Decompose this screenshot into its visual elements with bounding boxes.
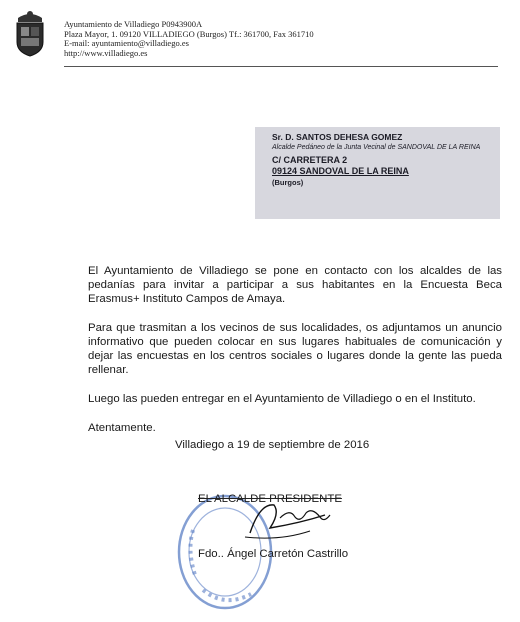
letterhead-line: E-mail: ayuntamiento@villadiego.es (64, 38, 189, 49)
signatory-name: Fdo.. Ángel Carretón Castrillo (198, 548, 349, 560)
recipient-address (272, 132, 494, 189)
recipient-province: (Burgos) (272, 178, 304, 187)
paragraph-delivery: Luego las pueden entregar en el Ayuntamiento de Villadiego o en el Instituto. (88, 393, 476, 405)
paragraph-invitation: El Ayuntamiento de Villadiego se pone en contacto con los alcaldes de las pedanías para invitar a participar a sus habitantes en la Encuesta Beca Erasmus+ Instituto Campos de Amaya. (88, 265, 502, 305)
letter-body (88, 264, 502, 450)
paragraph-instructions: Para que trasmitan a los vecinos de sus localidades, os adjuntamos un anuncio informativo que pueden colocar en sus lugares habituales de comunicación y dejar las encuestas en los centros sociales o lugares donde la gente las pueda rellenar. (88, 322, 502, 376)
closing: Atentamente. (88, 422, 156, 434)
letterhead-line: http://www.villadiego.es (64, 47, 148, 58)
recipient-street: C/ CARRETERA 2 (272, 155, 348, 165)
signatory-title: EL ALCALDE PRESIDENTE (198, 493, 342, 505)
letterhead (64, 20, 314, 58)
header-divider (64, 66, 498, 67)
recipient-role: Alcalde Pedáneo de la Junta Vecinal de SANDOVAL DE LA REINA (272, 144, 481, 151)
letterhead-line: Plaza Mayor, 1. 09120 VILLADIEGO (Burgos) Tf.: 361700, Fax 361710 (64, 28, 314, 39)
letterhead-line: Ayuntamiento de Villadiego P0943900A (64, 19, 203, 29)
recipient-name: Sr. D. SANTOS DEHESA GOMEZ (272, 132, 403, 142)
recipient-postal: 09124 SANDOVAL DE LA REINA (272, 166, 409, 176)
place-date: Villadiego a 19 de septiembre de 2016 (175, 439, 370, 451)
coat-of-arms-icon (12, 8, 48, 58)
